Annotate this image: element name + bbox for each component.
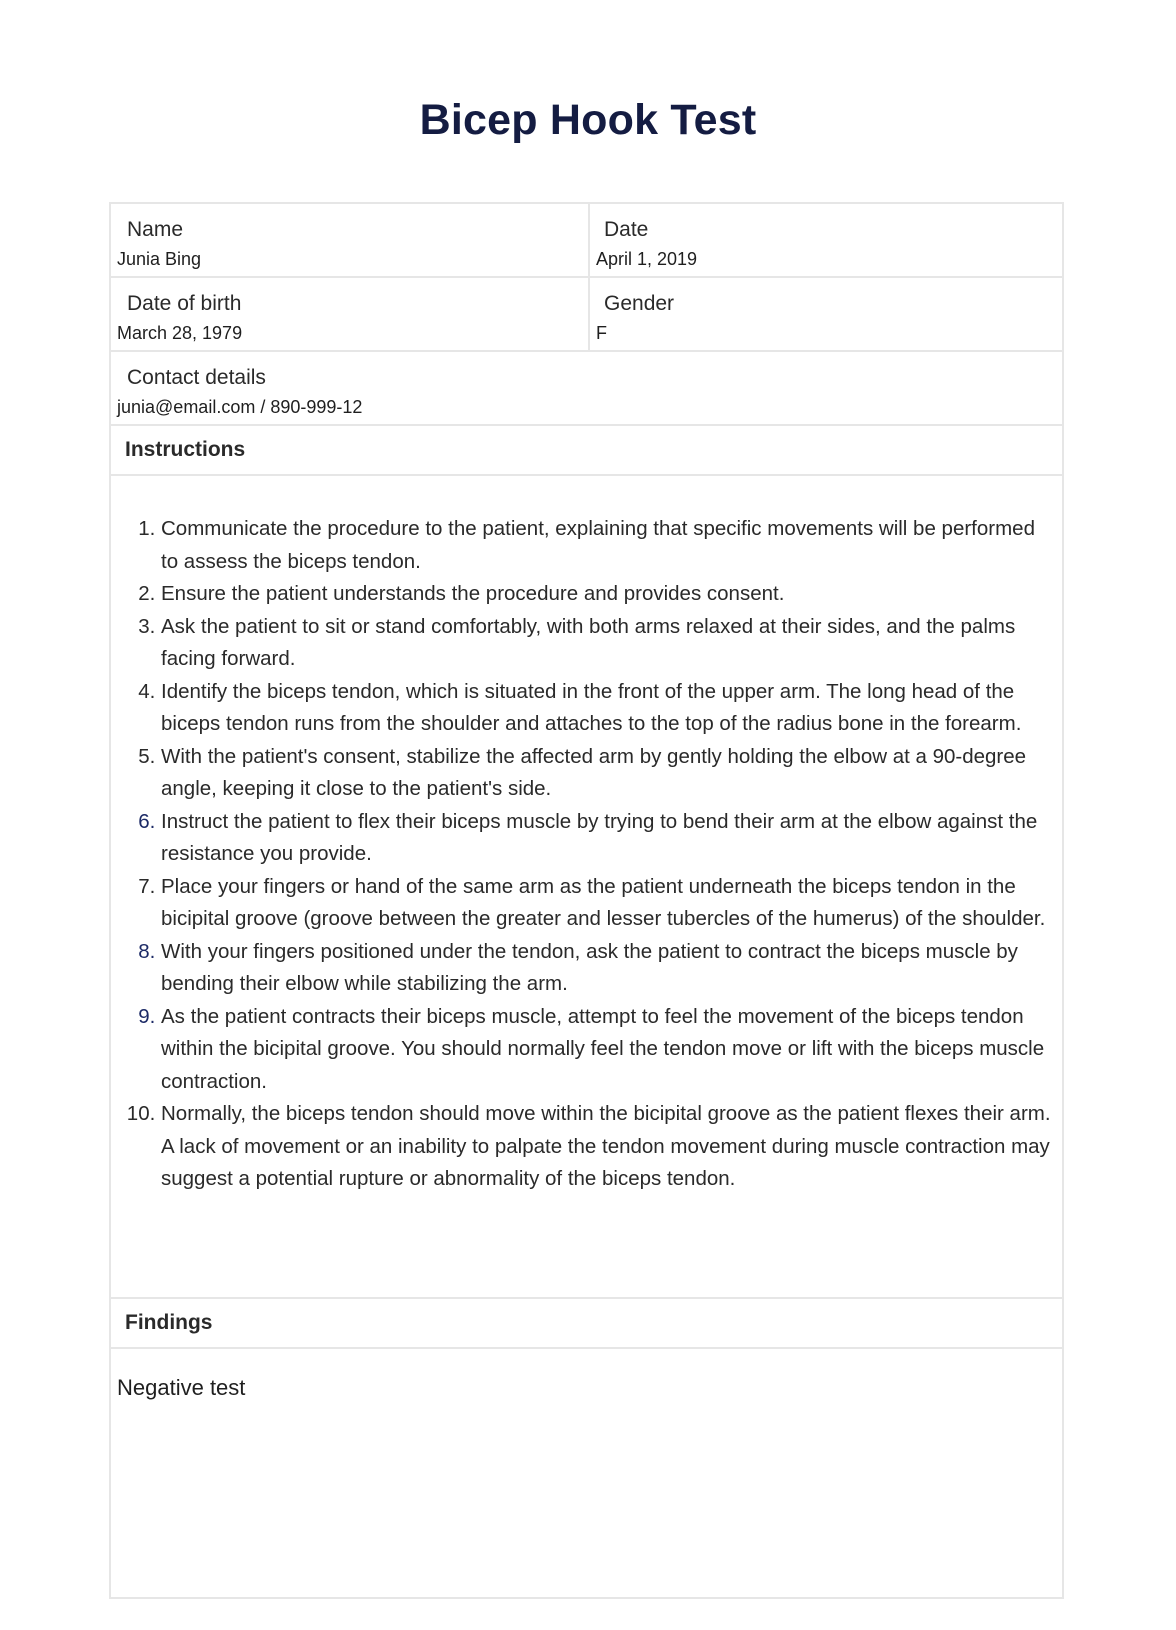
dob-label: Date of birth (127, 292, 242, 315)
gender-cell (588, 278, 1062, 350)
instruction-step: 9. As the patient contracts their biceps muscle, attempt to feel the movement of the biceps tendon within the bicipital groove. You should normally feel the tendon move or lift with the biceps muscle contraction. (161, 1001, 1051, 1099)
name-cell (111, 204, 588, 276)
patient-form (109, 202, 1064, 1599)
gender-label: Gender (604, 292, 675, 315)
date-value: April 1, 2019 (596, 249, 698, 269)
instruction-step: 8. With your fingers positioned under the tendon, ask the patient to contract the biceps muscle by bending their elbow while stabilizing the arm. (161, 936, 1051, 1001)
findings-body-cell (111, 1349, 1062, 1597)
form-row-name-date (111, 204, 1062, 278)
date-cell (588, 204, 1062, 276)
findings-header-cell (111, 1299, 1062, 1349)
findings-header-row (111, 1299, 1062, 1349)
instructions-heading: Instructions (125, 438, 246, 461)
instructions-header-row (111, 426, 1062, 476)
instruction-step: 6. Instruct the patient to flex their biceps muscle by trying to bend their arm at the elbow against the resistance you provide. (161, 806, 1051, 871)
dob-value: March 28, 1979 (117, 323, 243, 343)
instruction-step: 10. Normally, the biceps tendon should move within the bicipital groove as the patient flexes their arm. A lack of movement or an inability to palpate the tendon movement during muscle contraction may suggest a potential rupture or abnormality of the biceps tendon. (161, 1098, 1051, 1196)
contact-label: Contact details (127, 366, 266, 389)
form-row-contact (111, 352, 1062, 426)
instruction-step: 3. Ask the patient to sit or stand comfortably, with both arms relaxed at their sides, and the palms facing forward. (161, 611, 1051, 676)
instructions-body-cell (111, 476, 1062, 1297)
findings-heading: Findings (125, 1311, 213, 1334)
contact-value: junia@email.com / 890-999-12 (117, 397, 363, 417)
contact-cell (111, 352, 1062, 424)
instructions-body-row (111, 476, 1062, 1299)
form-row-dob-gender (111, 278, 1062, 352)
name-value: Junia Bing (117, 249, 202, 269)
instruction-step: 4. Identify the biceps tendon, which is situated in the front of the upper arm. The long head of the biceps tendon runs from the shoulder and attaches to the top of the radius bone in the forearm. (161, 676, 1051, 741)
date-label: Date (604, 218, 649, 241)
instructions-header-cell (111, 426, 1062, 474)
dob-cell (111, 278, 588, 350)
instruction-step: 2. Ensure the patient understands the procedure and provides consent. (161, 578, 1051, 611)
name-label: Name (127, 218, 184, 241)
findings-value: Negative test (117, 1375, 246, 1400)
page-title: Bicep Hook Test (419, 96, 757, 144)
gender-value: F (596, 323, 607, 343)
findings-body-row (111, 1349, 1062, 1597)
instruction-step: 1. Communicate the procedure to the patient, explaining that specific movements will be performed to assess the biceps tendon. (161, 513, 1051, 578)
instruction-step: 5. With the patient's consent, stabilize the affected arm by gently holding the elbow at a 90-degree angle, keeping it close to the patient's side. (161, 741, 1051, 806)
instruction-step: 7. Place your fingers or hand of the same arm as the patient underneath the biceps tendon in the bicipital groove (groove between the greater and lesser tubercles of the humerus) of the shoulder. (161, 871, 1051, 936)
instructions-list (111, 513, 1051, 1196)
